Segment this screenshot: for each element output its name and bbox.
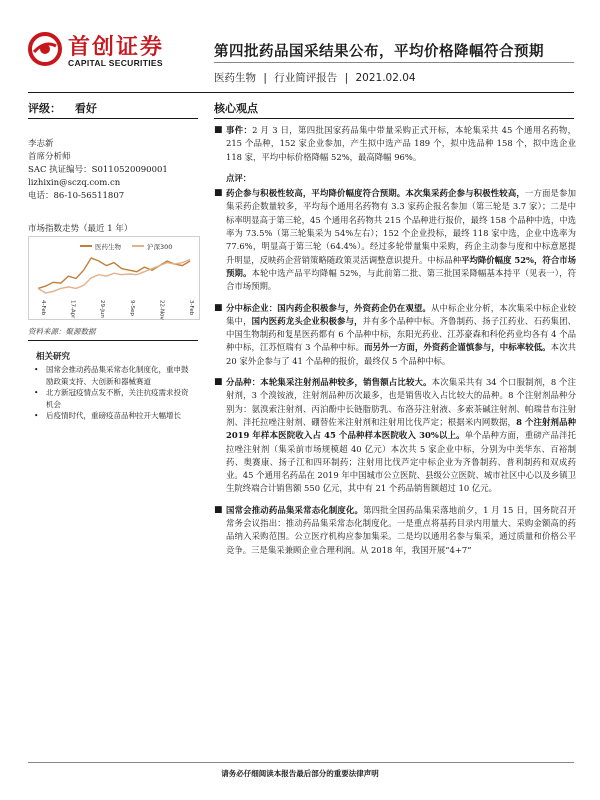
related-item[interactable] — [34, 364, 194, 387]
report-title: 第四批药品国采结果公布，平均价格降幅符合预期 — [214, 44, 544, 60]
point-lead: 分品种：本轮集采注射剂品种较多，销售额占比较大。 — [226, 377, 432, 388]
related-title: 相关研究 — [36, 352, 71, 362]
report-date: 2021.02.04 — [355, 72, 416, 84]
point-highlight: 而另外一方面，外资药企谨慎参与，中标率较低。 — [364, 342, 551, 353]
analyst-name: 李志新 — [28, 139, 54, 149]
x-tick-label: 17-Apr — [69, 300, 76, 319]
core-views-body — [214, 124, 576, 565]
point-lead: 药企参与积极性较高，平均降价幅度符合预期。本次集采药企参与积极性较高， — [226, 188, 525, 199]
square-bullet-icon: ■ — [214, 377, 223, 388]
point-lead: 分中标企业：国内药企积极参与，外资药企仍在观望。 — [226, 302, 431, 313]
point-tail: 本轮中选产品平均降幅 52%，与此前第二批、第三批国采降幅基本持平（见表一），符合市场预期。 — [226, 267, 576, 292]
related-item-text: 后疫情时代，重磅疫苗品种拉开大幅增长 — [46, 411, 181, 420]
meta-separator: | — [263, 72, 267, 84]
analyst-email[interactable]: lizhixin@sczq.com.cn — [28, 178, 121, 188]
analyst-phone: 电话：86-10-56511807 — [28, 191, 125, 201]
series-line — [38, 260, 190, 294]
x-tick-label: 29-Jun — [99, 300, 106, 318]
point-paragraph — [214, 504, 576, 557]
analyst-info — [28, 138, 168, 203]
comment-label: 点评： — [226, 172, 252, 183]
analyst-title: 首席分析师 — [28, 152, 71, 162]
bullet-icon: • — [34, 411, 39, 420]
core-views-title: 核心观点 — [214, 102, 258, 115]
related-item-text: 国常会推动药品集采常态化制度化，重申鼓励政策支持、大创新和器械赛道 — [46, 365, 189, 386]
footer-disclaimer: 请务必仔细阅读本报告最后部分的重要法律声明 — [221, 769, 379, 778]
left-divider — [28, 118, 198, 119]
x-tick-label: 9-Sep — [128, 300, 135, 316]
square-bullet-icon: ■ — [214, 302, 223, 313]
related-item-text: 北方新冠疫情点发不断，关注抗疫需求投资机会 — [46, 388, 189, 409]
x-tick-label: 22-Nov — [158, 300, 165, 320]
analyst-sac: SAC 执证编号：S0110520090001 — [28, 165, 168, 175]
logo-mark-icon — [28, 32, 62, 66]
square-bullet-icon: ■ — [214, 504, 223, 515]
rating-label: 评级： — [28, 102, 61, 115]
event-label: 事件： — [226, 125, 253, 135]
chart-source: 资料来源：聚源数据 — [28, 327, 96, 336]
point-highlight: 平均降价幅度 52%，符合市场预期。 — [226, 254, 576, 278]
x-tick-label: 4-Feb — [40, 300, 46, 316]
point-paragraph — [214, 302, 576, 368]
point-text: 从中标企业分析，本次集采中标企业较集中， — [226, 302, 577, 326]
point-highlight: 8 个注射剂品种 2019 年样本医院收入占 45 个品种样本医院收入 30%以上。 — [226, 416, 576, 441]
legend-label: 沪深300 — [147, 243, 173, 251]
bullet-icon: • — [34, 388, 39, 397]
comment-label-row — [214, 172, 576, 185]
point-tail: 单个品种方面，重磅产品泮托拉唑注射剂（集采前市场规模超 40 亿元）本次共 5 家企业中标，分别为中美华东、百裕制药、奥赛康、扬子江和四环制药；注射用比伐芦定中标企业为齐鲁制药、普利制药和双成药业。45 个通用名药品在 2019 年中国城市公立医院、县级公立医院、城市社区中心以及乡镇卫生院终端合计销售额 550 亿元，其中有 21 个药品销售额超过 10 亿元。 — [226, 430, 577, 494]
point-highlight: 国内医药龙头企业积极参与， — [251, 315, 363, 326]
market-index-chart — [28, 236, 200, 320]
core-divider — [214, 118, 574, 119]
rating-value: 看好 — [74, 102, 97, 115]
point-middle: 并有多个品种中标。齐鲁制药、扬子江药业、石药集团、中国生物制药和复星医药都有 6 个品种中标，东阳光药业、江苏豪森和科伦药业均各有 4 个品种中标，江苏恒瑞有 3 个品种中标。 — [226, 315, 577, 353]
legend-label: 医药生物 — [95, 243, 121, 251]
top-divider — [28, 92, 574, 93]
related-item[interactable] — [34, 410, 194, 422]
related-list — [34, 364, 194, 422]
square-bullet-icon: ■ — [214, 188, 223, 199]
point-lead: 国常会推动药品集采常态化制度化。 — [226, 504, 364, 515]
related-item[interactable] — [34, 387, 194, 410]
logo-name-en: CAPITAL SECURITIES — [68, 58, 163, 68]
rating — [28, 100, 107, 116]
point-text: 本次集采共有 34 个口服制剂，8 个注射剂，3 个溴铵液，注射剂品种历次最多，也是销售收入占比较大的品种。8 个注射剂品种分别为：氨溴索注射剂、丙泊酚中长链脂肪乳、布洛芬注射液、多索茶碱注射剂、帕瑞昔布注射剂、泮托拉唑注射剂、硼替佐米注射剂和注射用比伐芦定；根据米内网数据， — [226, 377, 576, 427]
bullet-icon: • — [34, 365, 39, 374]
point-tail: 本次共 20 家外企参与了 41 个品种的报价，最终仅 5 个品种中标。 — [226, 342, 577, 366]
chart-title: 市场指数走势（最近 1 年） — [28, 224, 133, 234]
square-bullet-icon: ■ — [214, 125, 223, 135]
footer-divider — [28, 762, 574, 763]
report-meta — [214, 70, 420, 85]
related-divider — [28, 340, 198, 341]
company-logo — [28, 30, 198, 80]
point-text: 一方面是参加集采药企数量较多，平均每个通用名药物有 3.3 家药企报名参加（第三轮是 3.7 家）；二是中标率明显高于第三轮，45 个通用名药物共 215 个品种进行报价，最终 158 个品种中选，中选率为 73.5%（第三轮集采为 54%左右）；152 个企业投标，最终 118 家中选，企业中选率为 77.6%，明显高于第三轮（64.4%）。经过多轮带量集中采购，药企主动参与度和中标意愿提升明显，反映药企营销策略随政策灵活调整意识提升。中标品种 — [226, 188, 576, 265]
event-paragraph — [214, 124, 576, 164]
header-divider — [214, 62, 574, 63]
point-paragraph — [214, 376, 576, 496]
point-text: 第四批全国药品集采落地前夕，1 月 15 日，国务院召开常务会议指出：推动药品集采常态化制度化。一是重点将基药目录内用量大、采购金额高的药品纳入采购范围。公立医疗机构应参加集采。二是均以通用名参与集采，通过质量和价格公平竞争。三是集采兼顾企业合理利润。从 2018 年，我国开展“4+7” — [226, 504, 576, 555]
sector-label: 医药生物 — [214, 72, 256, 84]
x-tick-label: 3-Feb — [188, 300, 194, 316]
point-paragraph — [214, 187, 576, 293]
event-text: 2 月 3 日，第四批国家药品集中带量采购正式开标，本轮集采共 45 个通用名药物，215 个品种，152 家企业参加，产生拟中选产品 189 个，拟中选品种 158 个，拟中选企业 118 家，平均中标价格降幅 52%，最高降幅 96%。 — [226, 125, 577, 162]
report-type: 行业简评报告 — [274, 72, 338, 84]
logo-name-cn: 首创证券 — [68, 35, 165, 60]
meta-separator: | — [344, 72, 349, 84]
